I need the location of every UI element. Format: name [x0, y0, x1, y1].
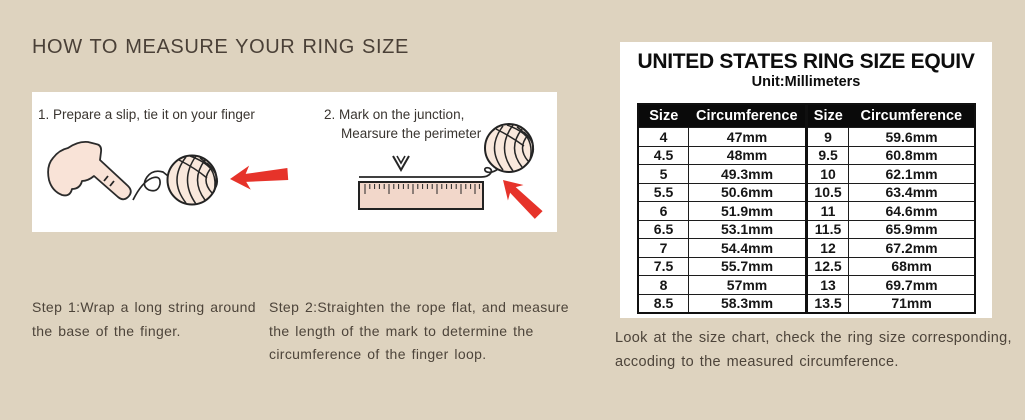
red-arrow-left-icon: [229, 163, 289, 191]
column-header-circumference-2: Circumference: [849, 104, 975, 128]
column-header-size-2: Size: [806, 104, 848, 128]
size-chart-title: UNITED STATES RING SIZE EQUIV: [637, 50, 975, 73]
measure-illustration-panel: [32, 92, 557, 232]
circumference-cell: 71mm: [849, 294, 975, 313]
footnote-line1: Look at the size chart, check the ring size corresponding,: [615, 330, 1012, 346]
size-cell: 11: [806, 202, 848, 221]
circumference-cell: 67.2mm: [849, 239, 975, 258]
circumference-cell: 64.6mm: [849, 202, 975, 221]
step2-line1: Step 2:Straighten the rope flat, and measure: [269, 299, 569, 315]
page-title: HOW TO MEASURE YOUR RING SIZE: [32, 36, 409, 58]
step2-caption-line1: 2. Mark on the junction,: [324, 107, 465, 122]
size-cell: 13.5: [806, 294, 848, 313]
column-header-size-1: Size: [638, 104, 689, 128]
size-cell: 9: [806, 128, 848, 147]
table-row: [638, 239, 975, 258]
table-row: [638, 128, 975, 147]
ruler-and-yarn-illustration-icon: [355, 118, 547, 226]
size-cell: 4.5: [638, 146, 689, 165]
footnote-line2: accoding to the measured circumference.: [615, 354, 899, 370]
size-cell: 10: [806, 165, 848, 184]
table-row: [638, 146, 975, 165]
table-row: [638, 202, 975, 221]
step2-caption-line2: Mearsure the perimeter: [341, 126, 482, 141]
size-cell: 7: [638, 239, 689, 258]
circumference-cell: 58.3mm: [689, 294, 807, 313]
size-cell: 11.5: [806, 220, 848, 239]
size-cell: 5.5: [638, 183, 689, 202]
circumference-cell: 59.6mm: [849, 128, 975, 147]
step1-line1: Step 1:Wrap a long string around: [32, 299, 256, 315]
circumference-cell: 53.1mm: [689, 220, 807, 239]
circumference-cell: 47mm: [689, 128, 807, 147]
step1-caption: 1. Prepare a slip, tie it on your finger: [38, 107, 255, 122]
red-arrow-up-icon: [495, 172, 546, 223]
size-cell: 7.5: [638, 257, 689, 276]
size-cell: 10.5: [806, 183, 848, 202]
size-cell: 6: [638, 202, 689, 221]
circumference-cell: 60.8mm: [849, 146, 975, 165]
circumference-cell: 62.1mm: [849, 165, 975, 184]
step1-description: [32, 296, 267, 343]
size-cell: 4: [638, 128, 689, 147]
size-cell: 9.5: [806, 146, 848, 165]
circumference-cell: 55.7mm: [689, 257, 807, 276]
size-chart-unit: Unit:Millimeters: [751, 74, 861, 90]
size-chart-footnote: [615, 326, 1012, 374]
step2-line3: circumference of the finger loop.: [269, 346, 487, 362]
table-header-row: [638, 104, 975, 128]
hand-and-yarn-illustration-icon: [44, 138, 294, 218]
table-row: [638, 276, 975, 295]
step1-line2: the base of the finger.: [32, 322, 181, 339]
size-cell: 12.5: [806, 257, 848, 276]
size-cell: 8.5: [638, 294, 689, 313]
size-table-body: [638, 128, 975, 314]
step2-description: [269, 296, 569, 367]
ring-size-table: [637, 103, 976, 314]
circumference-cell: 68mm: [849, 257, 975, 276]
column-header-circumference-1: Circumference: [689, 104, 807, 128]
size-cell: 12: [806, 239, 848, 258]
size-chart-panel: [620, 42, 992, 318]
circumference-cell: 50.6mm: [689, 183, 807, 202]
table-row: [638, 183, 975, 202]
circumference-cell: 63.4mm: [849, 183, 975, 202]
size-cell: 5: [638, 165, 689, 184]
size-cell: 13: [806, 276, 848, 295]
circumference-cell: 69.7mm: [849, 276, 975, 295]
circumference-cell: 48mm: [689, 146, 807, 165]
table-row: [638, 257, 975, 276]
circumference-cell: 57mm: [689, 276, 807, 295]
table-row: [638, 294, 975, 313]
table-row: [638, 220, 975, 239]
step2-line2: the length of the mark to determine the: [269, 322, 534, 339]
circumference-cell: 49.3mm: [689, 165, 807, 184]
size-cell: 6.5: [638, 220, 689, 239]
circumference-cell: 51.9mm: [689, 202, 807, 221]
circumference-cell: 65.9mm: [849, 220, 975, 239]
circumference-cell: 54.4mm: [689, 239, 807, 258]
size-cell: 8: [638, 276, 689, 295]
table-row: [638, 165, 975, 184]
